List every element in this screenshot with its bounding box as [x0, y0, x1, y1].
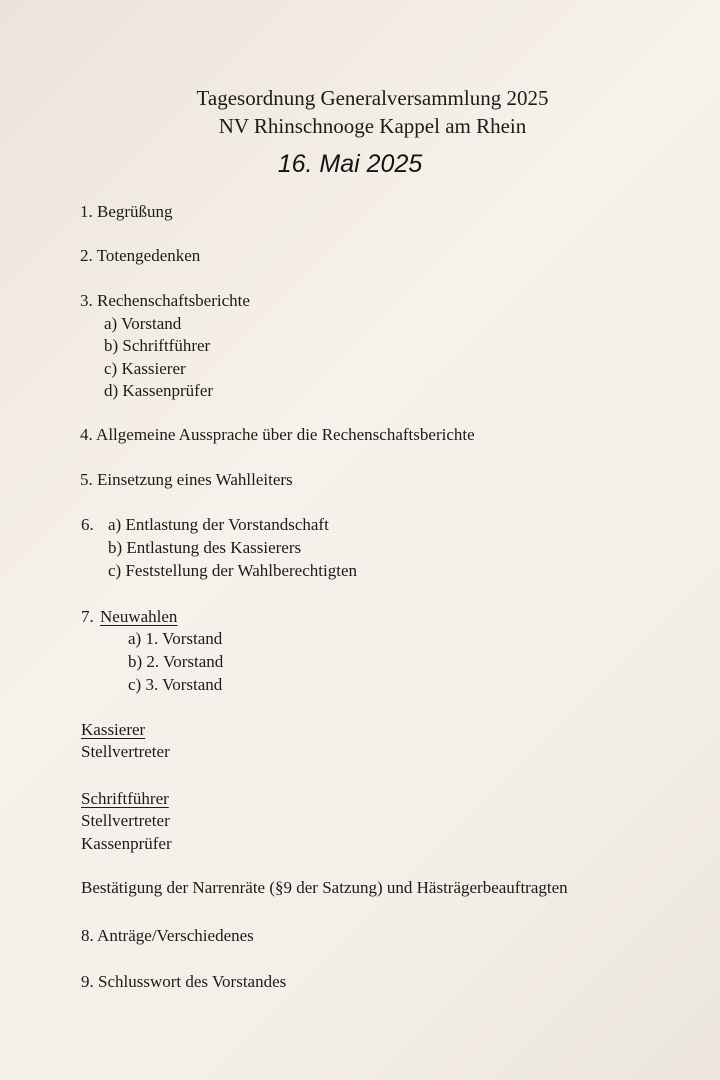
agenda-item-1: 1. Begrüßung	[80, 202, 173, 221]
agenda-item-6c: c) Feststellung der Wahlberechtigten	[108, 561, 357, 580]
bestaetigung-narrenraete: Bestätigung der Narrenräte (§9 der Satzung) und Hästrägerbeauftragten	[81, 878, 568, 897]
agenda-item-7b: b) 2. Vorstand	[128, 652, 224, 671]
agenda-item-7-number: 7.	[81, 607, 94, 626]
agenda-item-2: 2. Totengedenken	[80, 246, 201, 265]
agenda-item-9: 9. Schlusswort des Vorstandes	[81, 972, 287, 991]
agenda-item-3b: b) Schriftführer	[104, 336, 211, 355]
schriftfuehrer-heading: Schriftführer	[81, 789, 169, 808]
agenda-item-3a: a) Vorstand	[104, 314, 182, 333]
document-subtitle: NV Rhinschnooge Kappel am Rhein	[218, 114, 527, 138]
agenda-item-7a: a) 1. Vorstand	[128, 629, 223, 648]
schriftfuehrer-stellvertreter: Stellvertreter	[81, 811, 170, 830]
agenda-item-4: 4. Allgemeine Aussprache über die Rechenschaftsberichte	[80, 425, 475, 444]
agenda-item-8: 8. Anträge/Verschiedenes	[81, 926, 254, 945]
kassenpruefer: Kassenprüfer	[81, 834, 172, 853]
agenda-item-6a: a) Entlastung der Vorstandschaft	[108, 515, 329, 534]
agenda-item-7-label: Neuwahlen	[100, 607, 178, 626]
kassierer-heading: Kassierer	[81, 720, 146, 739]
agenda-item-6-number: 6.	[81, 515, 94, 534]
agenda-item-3c: c) Kassierer	[104, 359, 186, 378]
kassierer-stellvertreter: Stellvertreter	[81, 742, 170, 761]
agenda-item-6b: b) Entlastung des Kassierers	[108, 538, 302, 557]
agenda-item-3: 3. Rechenschaftsberichte	[80, 291, 250, 310]
agenda-item-7c: c) 3. Vorstand	[128, 675, 223, 694]
document-title: Tagesordnung Generalversammlung 2025	[196, 86, 549, 110]
meeting-date: 16. Mai 2025	[277, 150, 423, 178]
agenda-item-5: 5. Einsetzung eines Wahlleiters	[80, 470, 293, 489]
agenda-item-3d: d) Kassenprüfer	[104, 381, 214, 400]
